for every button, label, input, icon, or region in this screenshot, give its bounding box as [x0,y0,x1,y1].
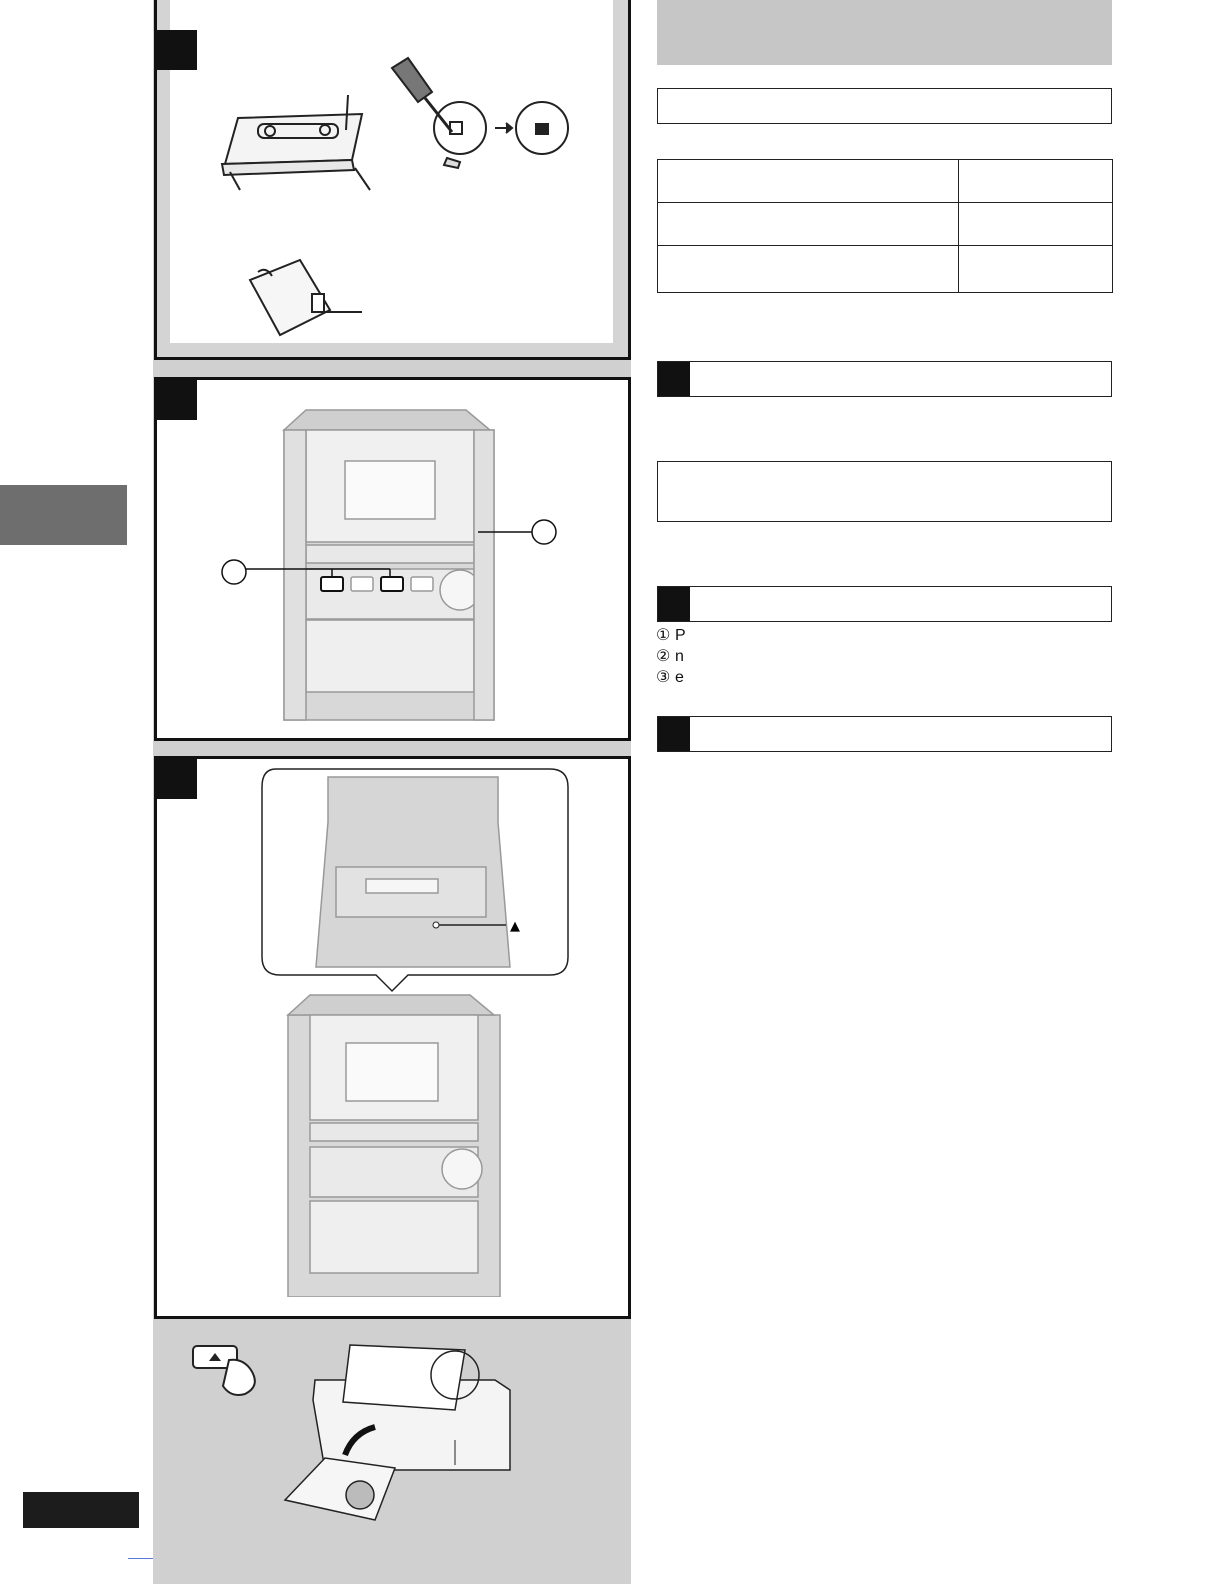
table-cell [959,203,1113,246]
list-item: ③ e [656,669,684,686]
section-marker [658,717,690,751]
eject-icon: ▲ [510,919,520,934]
cassette-insert-illustration [185,1330,525,1555]
section-heading-a [657,361,1112,397]
pointing-hand-icon [223,1360,255,1395]
header-band [657,0,1112,65]
table-cell [959,246,1113,293]
cassette-deck-illustration [258,767,572,1297]
table-cell [959,160,1113,203]
table-cell [658,246,959,293]
figure-marker-c [157,759,197,799]
cassette-tab-illustration [170,50,610,345]
tape-type-table [657,159,1113,293]
section-tab [0,485,127,545]
note-box [657,88,1112,124]
table-row [658,246,1113,293]
table-row [658,203,1113,246]
section-marker [658,362,690,396]
page-number-badge [23,1492,139,1528]
table-cell [658,160,959,203]
list-item: ② n [656,648,684,665]
section-heading-b [657,586,1112,622]
table-cell [658,203,959,246]
stereo-system-icon [220,405,560,723]
figure-marker-b [157,380,197,420]
section-heading-c [657,716,1112,752]
table-row [658,160,1113,203]
cassette-icon [222,95,370,190]
section-marker [658,587,690,621]
list-item: ① P [656,627,686,644]
screwdriver-icon [392,58,452,132]
caution-box [657,461,1112,522]
numbered-steps [656,625,686,688]
cassette-icon [285,1458,395,1520]
